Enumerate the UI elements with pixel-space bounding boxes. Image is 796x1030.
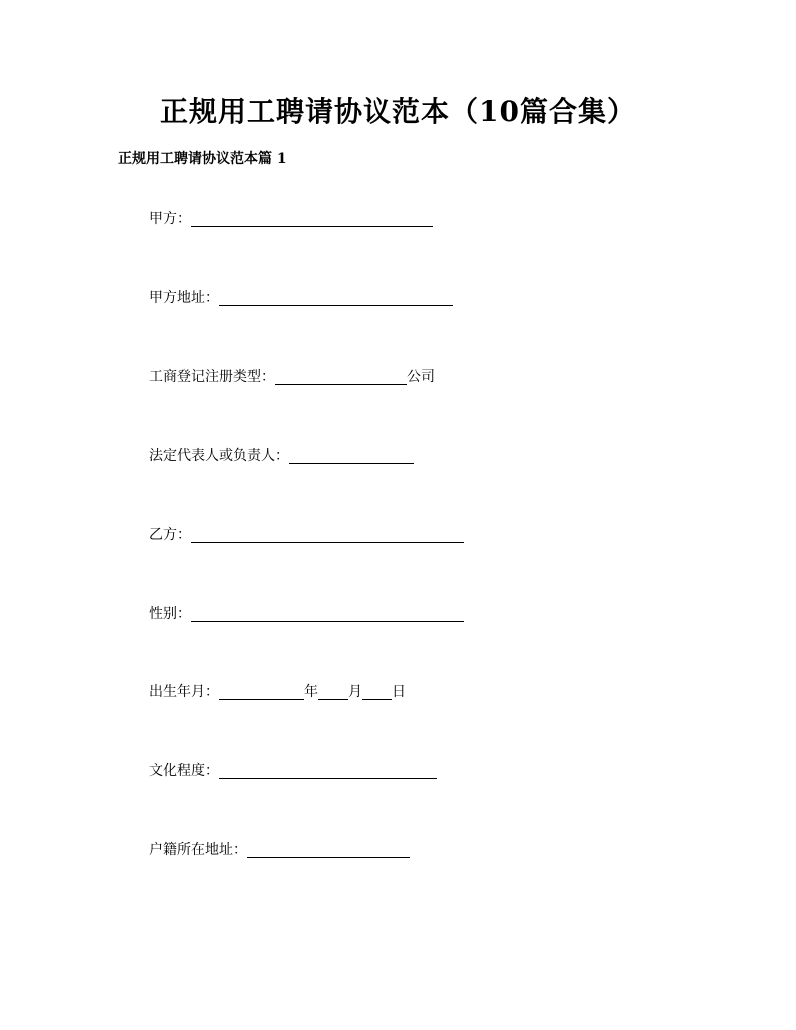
- blank-line: [219, 764, 437, 779]
- field-label: 户籍所在地址：: [149, 842, 247, 858]
- month-label: 月: [348, 684, 362, 700]
- blank-line: [289, 449, 414, 464]
- field-suffix: 公司: [407, 369, 435, 385]
- field-label: 法定代表人或负责人：: [149, 448, 289, 464]
- field-legal-representative: [149, 446, 414, 466]
- field-label: 甲方：: [149, 211, 191, 227]
- section-heading: 正规用工聘请协议范本篇 1: [118, 151, 287, 167]
- blank-line: [191, 528, 464, 543]
- field-gender: [149, 604, 464, 624]
- year-label: 年: [304, 684, 318, 700]
- field-label: 文化程度：: [149, 763, 219, 779]
- blank-line: [191, 607, 464, 622]
- field-label: 乙方：: [149, 527, 191, 543]
- field-household-address: [149, 840, 410, 860]
- field-business-type: [149, 367, 435, 387]
- blank-line: [275, 370, 407, 385]
- field-label: 性别：: [149, 606, 191, 622]
- field-party-a: [149, 209, 433, 229]
- field-party-b: [149, 525, 464, 545]
- field-birth-date: [149, 682, 406, 702]
- blank-line: [219, 291, 453, 306]
- blank-line: [362, 685, 392, 700]
- field-party-a-address: [149, 288, 453, 308]
- blank-line: [247, 843, 410, 858]
- field-label: 工商登记注册类型：: [149, 369, 275, 385]
- day-label: 日: [392, 684, 406, 700]
- field-label: 出生年月：: [149, 684, 219, 700]
- blank-line: [191, 212, 433, 227]
- blank-line: [219, 685, 304, 700]
- blank-line: [318, 685, 348, 700]
- document-title: 正规用工聘请协议范本（10篇合集）: [160, 95, 636, 128]
- field-label: 甲方地址：: [149, 290, 219, 306]
- field-education: [149, 761, 437, 781]
